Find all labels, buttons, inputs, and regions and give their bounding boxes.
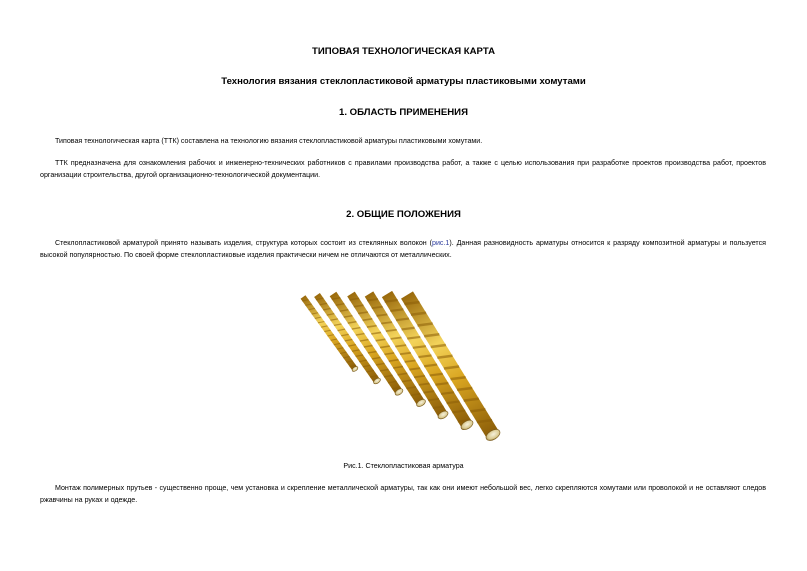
section-1-paragraph-2: ТТК предназначена для ознакомления рабочих и инженерно-технических работников с правилами производства работ, а также с целью использования при разработке проектов производства работ, проектов организации строительства, другой организационно-технологической документации. [40,159,766,179]
rebar-figure [295,291,522,457]
rebar-image [295,291,522,457]
rebar-rod [300,295,358,372]
paragraph-text: ). Данная разновидность арматуры относится к разряду композитной арматуры и пользуется высокой популярностью. По своей форме стеклопластиковые изделия практически ничем не отличаются от металлических. [40,239,766,259]
paragraph-text: Стеклопластиковой арматурой принято называть изделия, структура которых состоит из стеклянных волокон ( [55,239,432,247]
document-title: ТИПОВАЯ ТЕХНОЛОГИЧЕСКАЯ КАРТА [311,46,496,57]
section-1-heading: 1. ОБЛАСТЬ ПРИМЕНЕНИЯ [339,107,468,118]
section-2-paragraph-1 [40,238,766,261]
figure-1-link[interactable]: рис.1 [432,239,450,247]
document-subtitle: Технология вязания стеклопластиковой арматуры пластиковыми хомутами [221,76,586,87]
figure-1-caption: Рис.1. Стеклопластиковая арматура [343,462,464,470]
section-2-paragraph-2: Монтаж полимерных прутьев - существенно проще, чем установка и скрепление металлической арматуры, так как они имеют небольшой вес, легко скрепляются хомутами или проволокой и не оставляют следов ржавчины на руках и одежде. [40,484,766,504]
section-1-paragraph-1: Типовая технологическая карта (ТТК) составлена на технологию вязания стеклопластиковой арматуры пластиковыми хомутами. [55,137,483,145]
section-2-heading: 2. ОБЩИЕ ПОЛОЖЕНИЯ [346,209,461,220]
